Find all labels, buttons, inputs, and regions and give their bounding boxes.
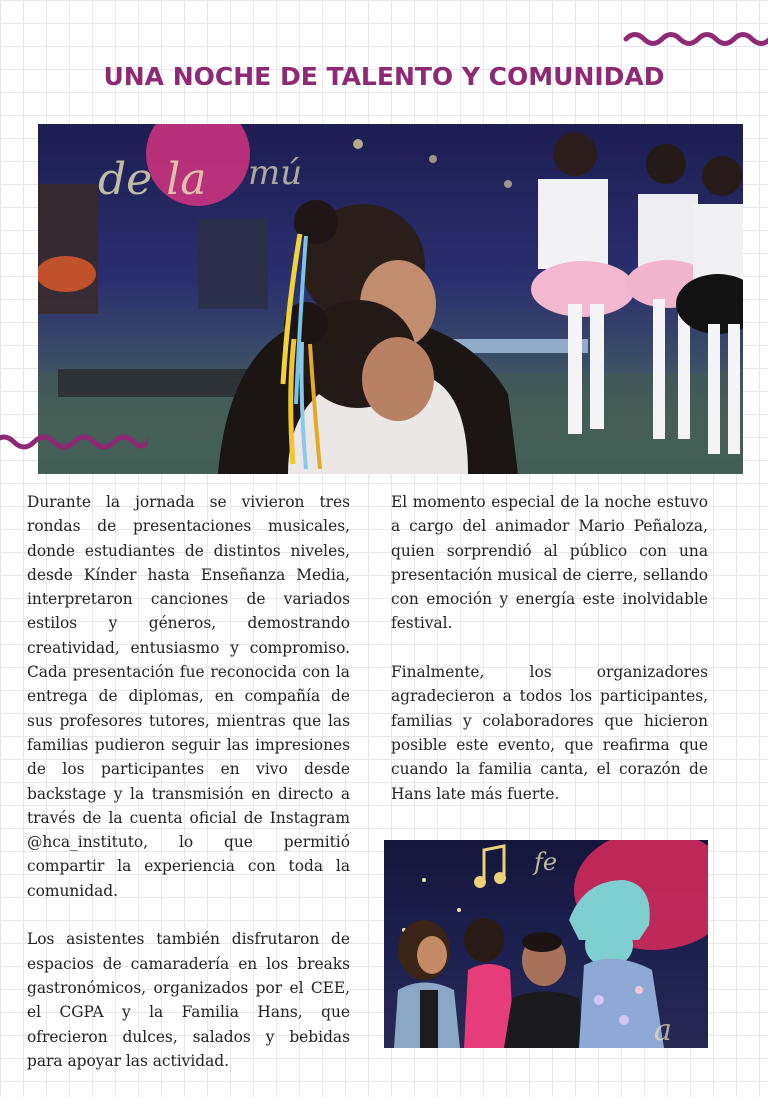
svg-text:fe: fe — [534, 848, 558, 876]
page-title: UNA NOCHE DE TALENTO Y COMUNIDAD — [103, 62, 665, 91]
paragraph-jornada: Durante la jornada se vivieron tres rondas de presentaciones musicales, donde estudiantes de distintos niveles, desde Kínder hasta Enseñanza Media, interpretaron canciones de variados estilos y géneros, demostrando creatividad, entusiasmo y compromiso. Cada presentación fue reconocida con la entrega de diplomas, en compañía de sus profesores tutores, mientras que las familias pudieron seguir las impresiones de los participantes en vivo desde backstage y la transmisión en directo a través de la cuenta oficial de Instagram @hca_instituto, lo que permitió compartir la experiencia con toda la comunidad. — [27, 493, 350, 900]
event-photo-performers — [384, 840, 708, 1048]
event-photo-stage — [38, 124, 743, 474]
svg-text:a: a — [654, 1013, 672, 1048]
decorative-wave-top-right — [622, 27, 768, 51]
article-left-column — [27, 490, 350, 1097]
paragraph-momento-especial: El momento especial de la noche estuvo a cargo del animador Mario Peñaloza, quien sorprendió al público con una presentación musical de cierre, sellando con emoción y energía este inolvidable festival. — [391, 493, 708, 633]
svg-text:de la: de la — [98, 154, 207, 205]
article-right-column — [391, 490, 708, 830]
decorative-wave-left — [0, 428, 148, 456]
paragraph-asistentes: Los asistentes también disfrutaron de espacios de camaradería en los breaks gastronómicos, organizados por el CEE, el CGPA y la Familia Hans, que ofrecieron dulces, salados y bebidas para apoyar las actividad. — [27, 930, 350, 1070]
svg-text:mú: mú — [248, 153, 303, 193]
paragraph-finalmente: Finalmente, los organizadores agradecieron a todos los participantes, familias y colaboradores que hicieron posible este evento, que reafirma que cuando la familia canta, el corazón de Hans late más fuerte. — [391, 663, 708, 803]
